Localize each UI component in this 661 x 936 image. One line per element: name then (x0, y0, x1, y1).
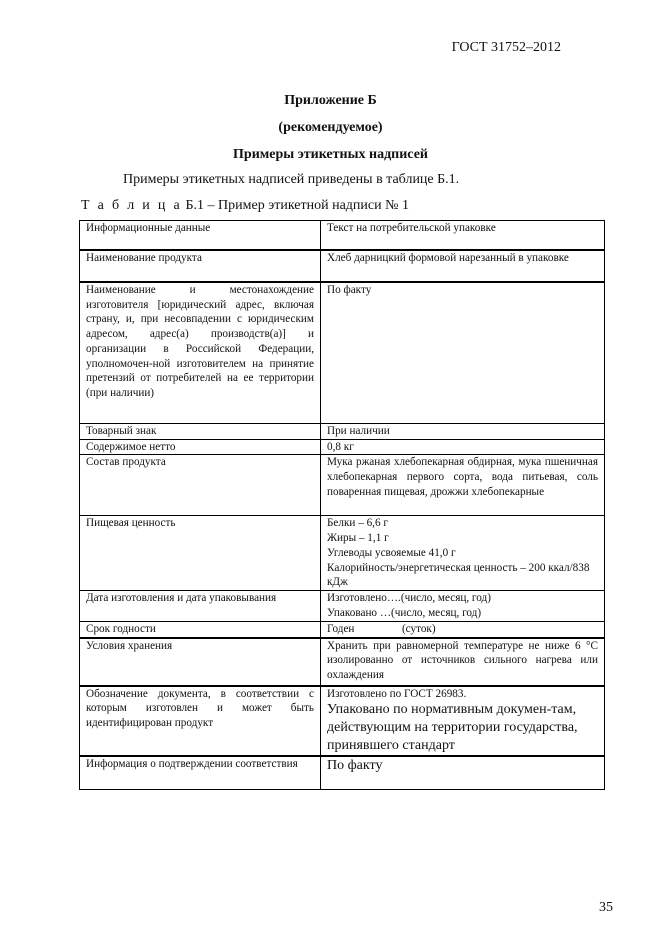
row-value: Хранить при равномерной температуре не ниже 6 °С изолированно от источников сильного нагрева или охлаждения (321, 638, 605, 686)
table-header-cell: Информационные данные (80, 221, 321, 251)
table-row (80, 282, 605, 424)
table-header-cell: Текст на потребительской упаковке (321, 221, 605, 251)
value-line: Изготовлено по ГОСТ 26983. (327, 687, 467, 700)
table-header-row (80, 221, 605, 251)
row-value (321, 756, 605, 790)
row-value (321, 591, 605, 621)
table-caption (81, 198, 409, 214)
row-label: Наименование продукта (80, 250, 321, 282)
table-row (80, 439, 605, 455)
value-line: Изготовлено….(число, месяц, год) (327, 592, 491, 605)
table-row (80, 516, 605, 591)
row-label: Обозначение документа, в соответствии с которым изготовлен и может быть идентифицирован продукт (80, 686, 321, 757)
table-row (80, 756, 605, 790)
table-row (80, 424, 605, 440)
row-value (321, 516, 605, 591)
table-row (80, 621, 605, 637)
row-value: 0,8 кг (321, 439, 605, 455)
value-line: Калорийность/энергетическая ценность – 200 ккал/838 кДж (327, 561, 590, 589)
row-value: Мука ржаная хлебопекарная обдирная, мука пшеничная хлебопекарная первого сорта, вода питьевая, соль поваренная пищевая, дрожжи хлебопекарные (321, 455, 605, 516)
value-line: Упаковано по нормативным докумен-там, действующим на территории государства, принявшего стандарт (327, 702, 578, 754)
value-line: Белки – 6,6 г (327, 517, 388, 530)
row-label: Состав продукта (80, 455, 321, 516)
value-line: Упаковано …(число, месяц, год) (327, 607, 482, 620)
table-caption-rest: Б.1 – Пример этикетной надписи № 1 (181, 198, 409, 213)
appendix-status: (рекомендуемое) (278, 120, 383, 135)
row-value: По факту (321, 282, 605, 424)
page-number: 35 (599, 900, 613, 915)
value-line: Жиры – 1,1 г (327, 532, 389, 545)
table-caption-prefix: Т а б л и ц а (81, 198, 182, 213)
row-label: Содержимое нетто (80, 439, 321, 455)
intro-text: Примеры этикетных надписей приведены в таблице Б.1. (123, 172, 460, 187)
appendix-title: Приложение Б (284, 93, 377, 108)
row-value: При наличии (321, 424, 605, 440)
value-line: Углеводы усвояемые 41,0 г (327, 546, 456, 559)
table-row (80, 686, 605, 757)
label-table (79, 220, 605, 790)
table-row (80, 455, 605, 516)
value-text: По факту (327, 758, 383, 774)
row-label: Срок годности (80, 621, 321, 637)
row-label: Дата изготовления и дата упаковывания (80, 591, 321, 621)
row-label: Информация о подтверждении соответствия (80, 756, 321, 790)
table-row (80, 638, 605, 686)
row-value (321, 686, 605, 757)
appendix-heading: Примеры этикетных надписей (233, 147, 428, 162)
row-value: Хлеб дарницкий формовой нарезанный в упаковке (321, 250, 605, 282)
row-label: Условия хранения (80, 638, 321, 686)
row-label: Пищевая ценность (80, 516, 321, 591)
table-row (80, 591, 605, 621)
row-label: Наименование и местонахождение изготовителя [юридический адрес, включая страну, и, при несовпадении с юридическим адресом, адрес(а) производств(а)] и организации в Российской Федерации, уполномочен-ной изготовителем на принятие претензий от потребителей на ее территории (при наличии) (80, 282, 321, 424)
row-label: Товарный знак (80, 424, 321, 440)
table-row (80, 250, 605, 282)
row-value: Годен (суток) (321, 621, 605, 637)
standard-number: ГОСТ 31752–2012 (451, 40, 561, 55)
